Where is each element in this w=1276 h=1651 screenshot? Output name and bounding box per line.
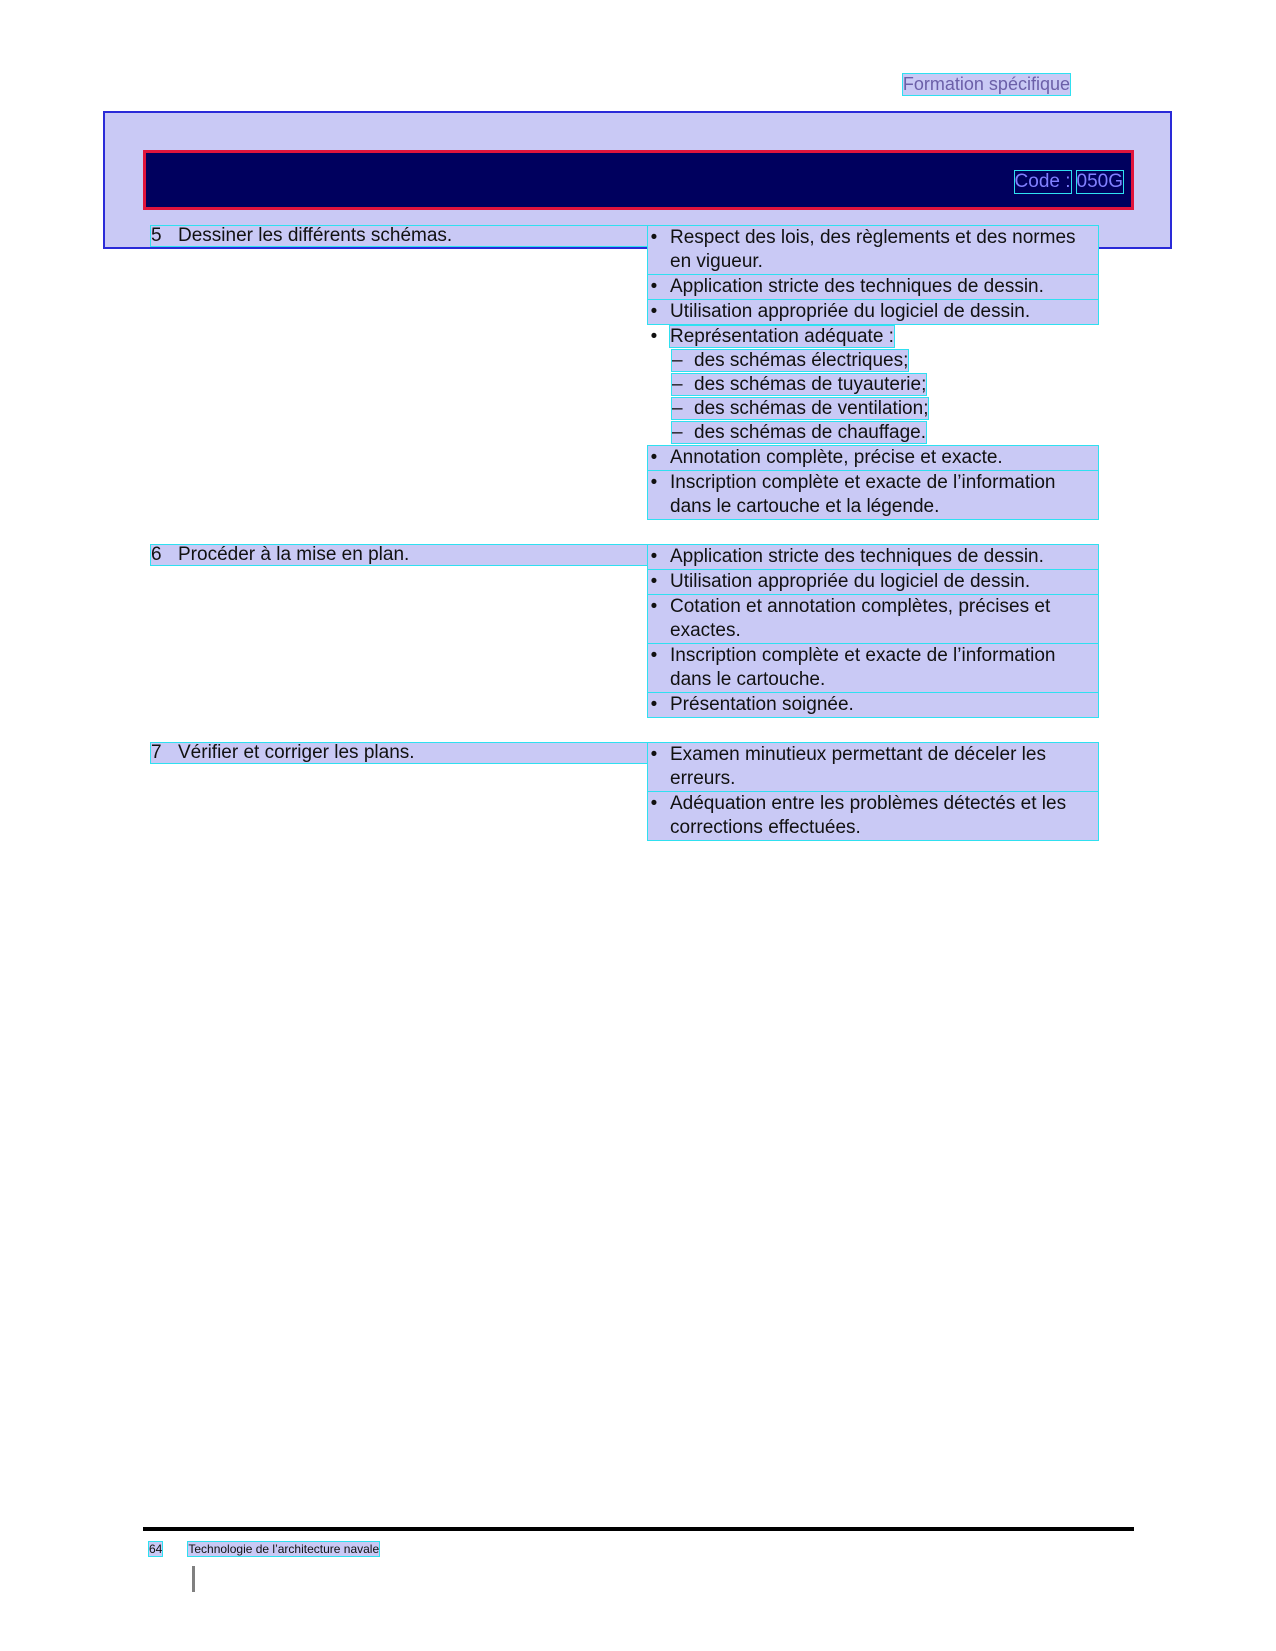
list-item <box>648 693 1098 717</box>
element-cell <box>151 743 649 763</box>
code-bar <box>143 150 1134 210</box>
change-bar-mark <box>192 1566 195 1592</box>
list-item <box>648 545 1098 569</box>
list-item <box>648 743 1098 791</box>
criteria-cell <box>648 743 1098 841</box>
list-item <box>648 446 1098 470</box>
page-number: 64 <box>149 1542 163 1556</box>
sub-criteria-list <box>670 349 1098 445</box>
sub-criterion-text: des schémas de chauffage. <box>694 422 927 443</box>
element-number: 5 <box>151 225 162 246</box>
bullet-icon: • <box>650 326 658 347</box>
criterion-text: Présentation soignée. <box>670 694 854 715</box>
footer <box>149 1542 379 1556</box>
bullet-icon: • <box>650 744 658 765</box>
criterion-text: Adéquation entre les problèmes détectés et les corrections effectuées. <box>670 793 1067 838</box>
sub-list-item <box>672 349 1098 373</box>
section-title: Formation spécifique <box>902 74 1070 94</box>
criterion-text: Respect des lois, des règlements et des normes en vigueur. <box>670 227 1076 272</box>
element-cell <box>151 545 649 565</box>
element-text: Procéder à la mise en plan. <box>178 544 410 565</box>
bullet-icon: • <box>650 546 658 567</box>
bullet-icon: • <box>650 571 658 592</box>
sub-criterion-text: des schémas de tuyauterie; <box>694 374 927 395</box>
element-text: Vérifier et corriger les plans. <box>178 742 415 763</box>
list-item <box>648 792 1098 840</box>
code-label: Code : <box>1014 171 1071 192</box>
sub-criterion-text: des schémas de ventilation; <box>694 398 929 419</box>
element-cell <box>151 226 649 246</box>
sub-criterion-text: des schémas électriques; <box>694 350 909 371</box>
list-item <box>648 325 1098 445</box>
dash-icon: – <box>672 398 683 419</box>
element-text: Dessiner les différents schémas. <box>178 225 453 246</box>
list-item <box>648 595 1098 643</box>
criterion-text: Inscription complète et exacte de l’information dans le cartouche et la légende. <box>670 472 1056 517</box>
sub-list-item <box>672 397 1098 421</box>
bullet-icon: • <box>650 694 658 715</box>
criterion-text: Représentation adéquate : <box>670 326 894 347</box>
dash-icon: – <box>672 374 683 395</box>
criteria-list <box>648 226 1098 519</box>
list-item <box>648 300 1098 324</box>
criteria-list <box>648 545 1098 717</box>
list-item <box>648 471 1098 519</box>
bullet-icon: • <box>650 596 658 617</box>
bullet-icon: • <box>650 645 658 666</box>
bullet-icon: • <box>650 472 658 493</box>
list-item <box>648 275 1098 299</box>
list-item <box>648 570 1098 594</box>
bullet-icon: • <box>650 447 658 468</box>
criteria-list <box>648 743 1098 840</box>
bullet-icon: • <box>650 301 658 322</box>
criterion-text: Application stricte des techniques de dessin. <box>670 276 1044 297</box>
footer-rule <box>143 1527 1134 1531</box>
element-number: 7 <box>151 742 162 763</box>
code-value: 050G <box>1076 171 1123 192</box>
sub-list-item <box>672 421 1098 445</box>
criterion-text: Inscription complète et exacte de l’information dans le cartouche. <box>670 645 1056 690</box>
program-title: Technologie de l’architecture navale <box>188 1542 380 1556</box>
criterion-text: Cotation et annotation complètes, précises et exactes. <box>670 596 1051 641</box>
criterion-text: Examen minutieux permettant de déceler les erreurs. <box>670 744 1046 789</box>
sub-list-item <box>672 373 1098 397</box>
criteria-cell <box>648 545 1098 718</box>
criteria-cell <box>648 226 1098 520</box>
element-number: 6 <box>151 544 162 565</box>
criterion-text: Utilisation appropriée du logiciel de dessin. <box>670 301 1031 322</box>
bullet-icon: • <box>650 227 658 248</box>
bullet-icon: • <box>650 793 658 814</box>
dash-icon: – <box>672 422 683 443</box>
code-label-group <box>1015 171 1123 193</box>
criterion-text: Utilisation appropriée du logiciel de dessin. <box>670 571 1031 592</box>
list-item <box>648 226 1098 274</box>
dash-icon: – <box>672 350 683 371</box>
criterion-text: Annotation complète, précise et exacte. <box>670 447 1003 468</box>
criterion-text: Application stricte des techniques de dessin. <box>670 546 1044 567</box>
bullet-icon: • <box>650 276 658 297</box>
list-item <box>648 644 1098 692</box>
